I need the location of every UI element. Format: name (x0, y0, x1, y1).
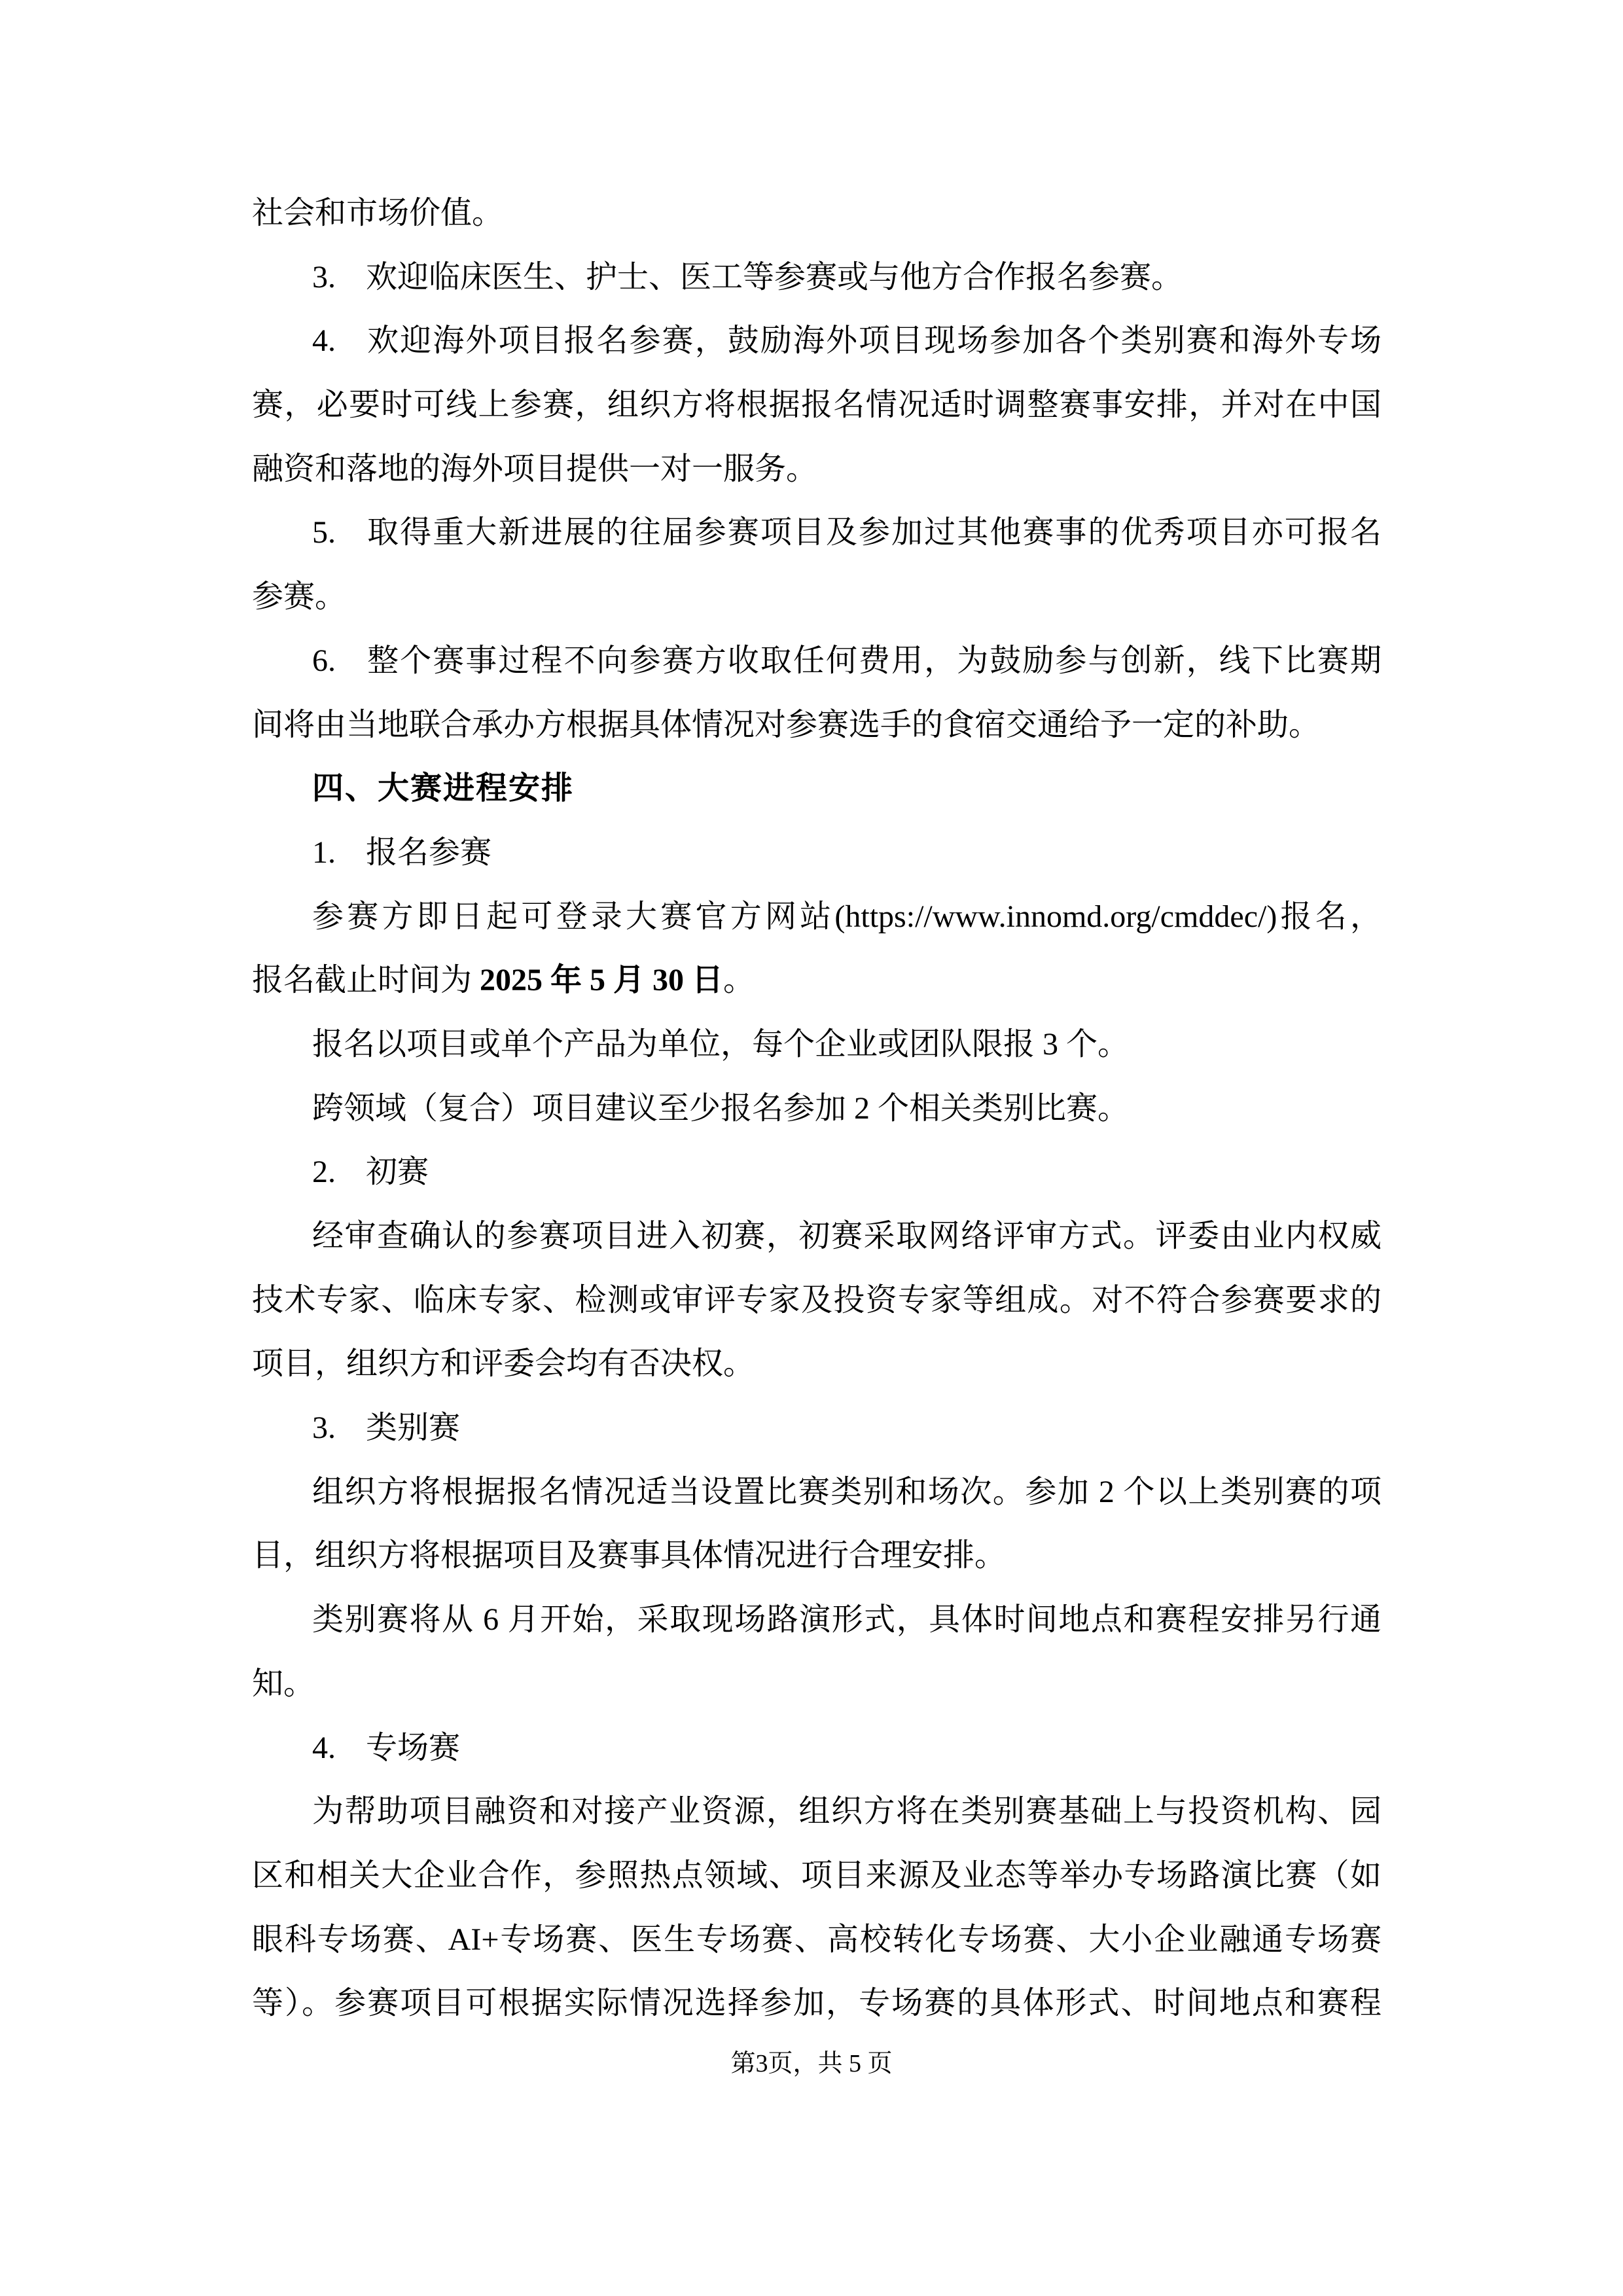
text-line (252, 373, 1382, 437)
body-text: 报名截止时间为 (252, 963, 480, 998)
list-number: 3. (312, 259, 336, 295)
body-text: 眼科专场赛、AI+专场赛、医生专场赛、高校转化专场赛、大小企业融通专场赛 (252, 1922, 1382, 1957)
body-text: 专场赛 (366, 1730, 461, 1765)
body-text: 报名参赛 (366, 834, 492, 870)
body-text: 欢迎海外项目报名参赛，鼓励海外项目现场参加各个类别赛和海外专场 (366, 323, 1382, 359)
body-text: 整个赛事过程不向参赛方收取任何费用，为鼓励参与创新，线下比赛期 (366, 643, 1382, 678)
body-text: 社会和市场价值。 (252, 196, 504, 230)
body-text: 。 (723, 963, 755, 998)
text-line (252, 245, 1382, 310)
body-text: 赛，必要时可线上参赛，组织方将根据报名情况适时调整赛事安排，并对在中国 (252, 387, 1382, 423)
body-text: 四、大赛进程安排 (312, 771, 575, 806)
text-line (252, 437, 1382, 501)
text-line (252, 1844, 1382, 1908)
body-text: 区和相关大企业合作，参照热点领域、项目来源及业态等举办专场路演比赛（如 (252, 1857, 1382, 1893)
list-number: 3. (312, 1410, 336, 1446)
list-number: 4. (312, 1730, 336, 1765)
list-number: 2. (312, 1155, 336, 1190)
body-text: 组织方将根据报名情况适当设置比赛类别和场次。参加 2 个以上类别赛的项 (312, 1474, 1382, 1509)
section-heading (252, 757, 1382, 821)
text-line (252, 693, 1382, 757)
page-footer (0, 2047, 1623, 2080)
body-text: 参赛方即日起可登录大赛官方网站(https://www.innomd.org/cmddec/)报名， (312, 899, 1382, 934)
body-text: 项目，组织方和评委会均有否决权。 (252, 1346, 755, 1382)
text-line (252, 1204, 1382, 1268)
page-number: 第3页，共 5 页 (730, 2050, 893, 2077)
bold-text: 2025 年 5 月 30 日 (480, 963, 724, 998)
body-text: 等）。参赛项目可根据实际情况选择参加，专场赛的具体形式、时间地点和赛程 (252, 1986, 1382, 2021)
body-text: 技术专家、临床专家、检测或审评专家及投资专家等组成。对不符合参赛要求的 (252, 1282, 1382, 1318)
body-text: 类别赛将从 6 月开始，采取现场路演形式，具体时间地点和赛程安排另行通 (312, 1602, 1382, 1638)
body-text: 融资和落地的海外项目提供一对一服务。 (252, 451, 818, 486)
body-text: 跨领域（复合）项目建议至少报名参加 2 个相关类别比赛。 (312, 1090, 1130, 1126)
text-line (252, 1652, 1382, 1716)
body-text: 欢迎临床医生、护士、医工等参赛或与他方合作报名参赛。 (366, 259, 1183, 295)
body-text: 知。 (252, 1666, 315, 1701)
text-line (252, 1971, 1382, 2036)
text-line (252, 1460, 1382, 1524)
text-line (252, 1396, 1382, 1460)
body-text: 报名以项目或单个产品为单位，每个企业或团队限报 3 个。 (312, 1026, 1130, 1062)
body-text: 间将由当地联合承办方根据具体情况对参赛选手的食宿交通给予一定的补助。 (252, 707, 1321, 742)
text-line (252, 1077, 1382, 1141)
text-line (252, 1013, 1382, 1077)
body-text: 目，组织方将根据项目及赛事具体情况进行合理安排。 (252, 1538, 1007, 1573)
text-line (252, 1268, 1382, 1333)
text-line (252, 629, 1382, 693)
body-text: 取得重大新进展的往届参赛项目及参加过其他赛事的优秀项目亦可报名 (366, 515, 1382, 550)
text-line (252, 1332, 1382, 1396)
document-body (252, 181, 1382, 2036)
body-text: 类别赛 (366, 1410, 461, 1446)
text-line (252, 821, 1382, 885)
body-text: 参赛。 (252, 579, 347, 615)
body-text: 初赛 (366, 1155, 429, 1190)
text-line (252, 948, 1382, 1013)
list-number: 5. (312, 515, 336, 550)
body-text: 为帮助项目融资和对接产业资源，组织方将在类别赛基础上与投资机构、园 (312, 1794, 1382, 1829)
text-line (252, 1140, 1382, 1204)
text-line (252, 1524, 1382, 1588)
text-line (252, 501, 1382, 565)
text-line (252, 885, 1382, 949)
list-number: 1. (312, 834, 336, 870)
list-number: 4. (312, 323, 336, 359)
list-number: 6. (312, 643, 336, 678)
body-text: 经审查确认的参赛项目进入初赛，初赛采取网络评审方式。评委由业内权威 (312, 1219, 1382, 1253)
text-line (252, 309, 1382, 373)
text-line (252, 181, 1382, 245)
text-line (252, 1780, 1382, 1844)
text-line (252, 565, 1382, 629)
text-line (252, 1908, 1382, 1972)
text-line (252, 1588, 1382, 1652)
text-line (252, 1716, 1382, 1780)
